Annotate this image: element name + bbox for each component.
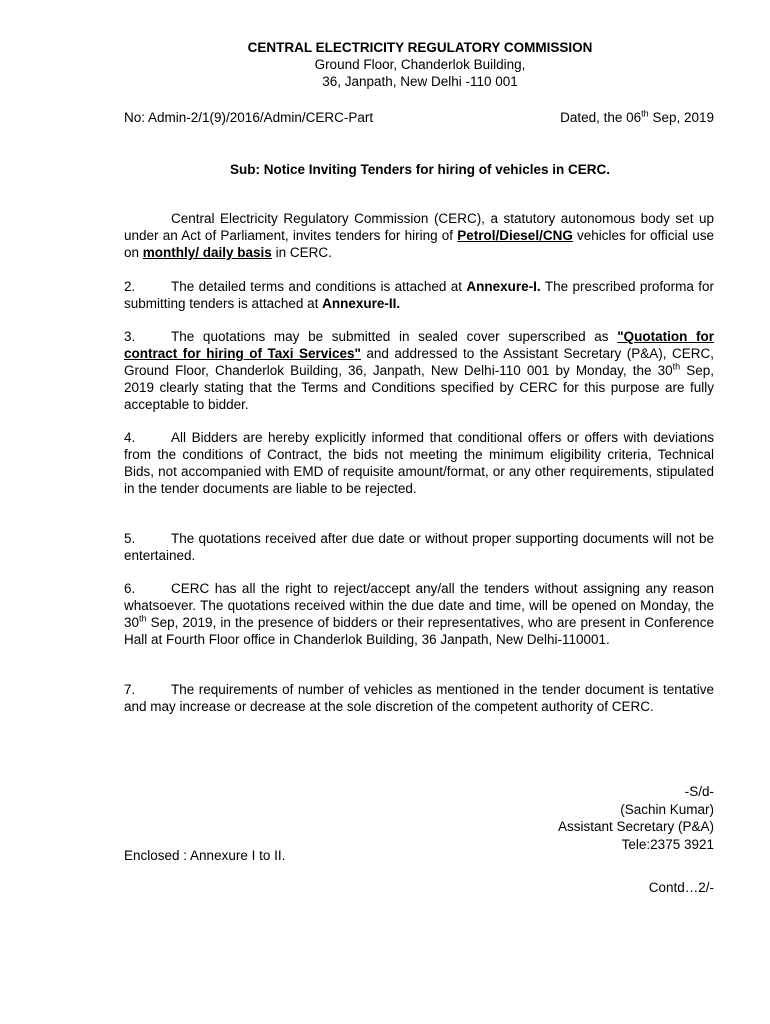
p7-number: 7. xyxy=(124,682,136,697)
signatory-designation: Assistant Secretary (P&A) xyxy=(557,819,714,834)
p6-sup: th xyxy=(139,613,147,624)
signature-sd: -S/d- xyxy=(684,784,714,799)
p3-text-c: Sep, 2019 clearly stating that the Terms and Conditions specified by CERC for this purpose are fully acceptable to bidder. xyxy=(124,363,714,412)
p6-number: 6. xyxy=(124,581,136,596)
paragraph-5 xyxy=(124,530,714,564)
p7-text: The requirements of number of vehicles as mentioned in the tender document is tentative and may increase or decrease at the sole discretion of the competent authority of CERC. xyxy=(124,682,714,714)
paragraph-2 xyxy=(124,278,714,312)
p2-text-a: The detailed terms and conditions is attached at xyxy=(171,279,467,294)
p2-number: 2. xyxy=(124,279,136,294)
signatory-name: (Sachin Kumar) xyxy=(620,801,714,817)
reference-line xyxy=(124,110,714,125)
p3-text-a: The quotations may be submitted in sealed cover superscribed as xyxy=(171,329,618,344)
p3-quote: "Quotation for contract for hiring of Taxi Services" xyxy=(124,329,714,361)
signature-block xyxy=(558,783,714,853)
date xyxy=(560,110,714,125)
p1-text-a: Central Electricity Regulatory Commission (CERC), a statutory autonomous body set up under an Act of Parliament, invites tenders for hiring of xyxy=(124,211,714,243)
p3-text-b: and addressed to the Assistant Secretary (P&A), CERC, Ground Floor, Chanderlok Building, 36, Janpath, New Delhi-110 001 by Monday, the 30 xyxy=(124,346,714,378)
address-line-2: 36, Janpath, New Delhi -110 001 xyxy=(322,74,518,89)
p3-sup: th xyxy=(672,361,681,372)
enclosures: Enclosed : Annexure I to II. xyxy=(124,848,286,863)
date-prefix: Dated, the 06 xyxy=(560,110,642,125)
p4-number: 4. xyxy=(124,430,136,445)
date-suffix: Sep, 2019 xyxy=(648,110,714,125)
continued-marker: Contd…2/- xyxy=(648,880,714,895)
date-sup: th xyxy=(641,108,649,119)
p1-text-b: vehicles for official use on xyxy=(124,228,714,260)
paragraph-1 xyxy=(124,210,714,261)
p6-text-a: CERC has all the right to reject/accept any/all the tenders without assigning any reason whatsoever. The quotations received within the due date and time, will be opened on Monday, the 30 xyxy=(124,581,714,630)
p1-fuel: Petrol/Diesel/CNG xyxy=(457,228,573,243)
reference-number: No: Admin-2/1(9)/2016/Admin/CERC-Part xyxy=(124,110,374,125)
p4-text: All Bidders are hereby explicitly informed that conditional offers or offers with deviations from the conditions of Contract, the bids not meeting the minimum eligibility criteria, Technical Bids, not accompanied with EMD of requisite amount/format, or any other requirements, stipulated in the tender documents are liable to be rejected. xyxy=(124,430,714,496)
paragraph-3 xyxy=(124,328,714,413)
address-line-1: Ground Floor, Chanderlok Building, xyxy=(314,57,526,72)
p6-text-b: Sep, 2019, in the presence of bidders or their representatives, who are present in Conference Hall at Fourth Floor office in Chanderlok Building, 36 Janpath, New Delhi-110001. xyxy=(124,615,714,647)
paragraph-4 xyxy=(124,429,714,497)
p5-number: 5. xyxy=(124,531,136,546)
p3-number: 3. xyxy=(124,329,136,344)
subject-line: Sub: Notice Inviting Tenders for hiring of vehicles in CERC. xyxy=(229,162,611,177)
p1-text-c: in CERC. xyxy=(271,245,332,260)
p2-annex2: Annexure-II. xyxy=(322,296,401,311)
signatory-telephone: Tele:2375 3921 xyxy=(621,836,714,852)
p2-text-b: The prescribed proforma for submitting tenders is attached at xyxy=(124,279,715,311)
paragraph-7 xyxy=(124,681,714,715)
paragraph-6 xyxy=(124,580,714,648)
p1-basis: monthly/ daily basis xyxy=(142,245,272,260)
letterhead xyxy=(0,39,770,90)
organization-name: CENTRAL ELECTRICITY REGULATORY COMMISSION xyxy=(247,40,593,55)
p2-annex1: Annexure-I. xyxy=(466,279,541,294)
p5-text: The quotations received after due date or without proper supporting documents will not be entertained. xyxy=(124,531,714,563)
